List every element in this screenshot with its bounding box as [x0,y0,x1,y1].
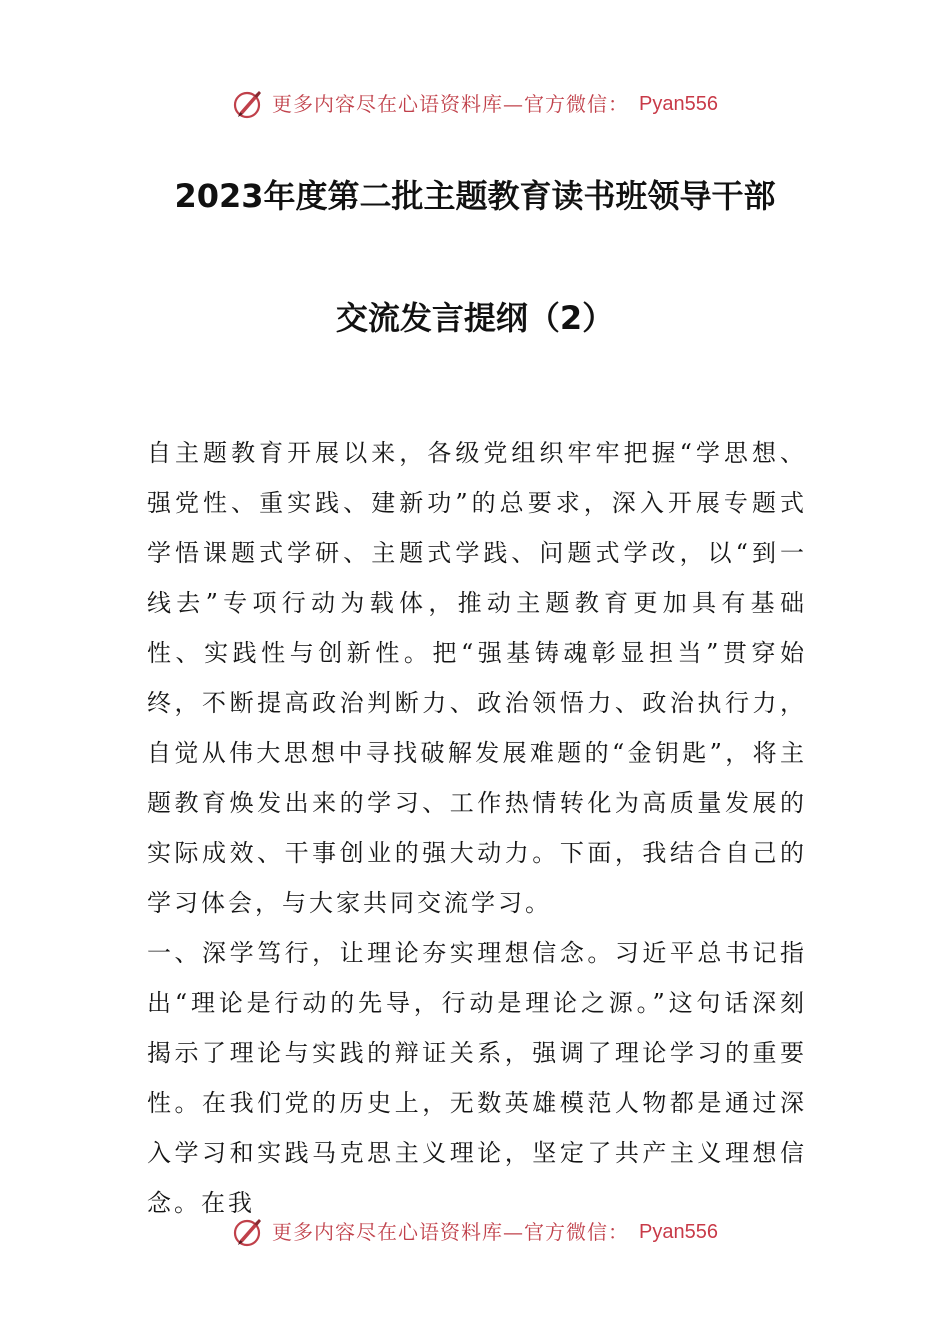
watermark-wechat-id: Pyan556 [639,1221,718,1243]
paragraph-section-1: 一、深学笃行，让理论夯实理想信念。习近平总书记指出“理论是行动的先导，行动是理论之源。”这句话深刻揭示了理论与实践的辩证关系，强调了理论学习的重要性。在我们党的历史上，无数英雄模范人物都是通过深入学习和实践马克思主义理论，坚定了共产主义理想信念。在我 [147,939,807,1217]
pen-logo-icon [232,88,264,120]
watermark-text: 更多内容尽在心语资料库—官方微信： [272,92,630,116]
watermark-header [0,88,950,120]
paragraph-intro: 自主题教育开展以来，各级党组织牢牢把握“学思想、强党性、重实践、建新功”的总要求，深入开展专题式学悟课题式学研、主题式学践、问题式学改，以“到一线去”专项行动为载体，推动主题教育更加具有基础性、实践性与创新性。把“强基铸魂彰显担当”贯穿始终，不断提高政治判断力、政治领悟力、政治执行力，自觉从伟大思想中寻找破解发展难题的“金钥匙”，将主题教育焕发出来的学习、工作热情转化为高质量发展的实际成效、干事创业的强大动力。下面，我结合自己的学习体会，与大家共同交流学习。 [147,439,807,917]
document-title-line-2: 交流发言提纲（2） [335,299,615,337]
watermark-text: 更多内容尽在心语资料库—官方微信： [272,1220,630,1244]
pen-logo-icon [232,1216,264,1248]
watermark-footer [0,1216,950,1248]
document-title-line-1: 2023年度第二批主题教育读书班领导干部 [174,177,776,215]
watermark-wechat-id: Pyan556 [639,93,718,115]
document-body [147,428,807,1228]
